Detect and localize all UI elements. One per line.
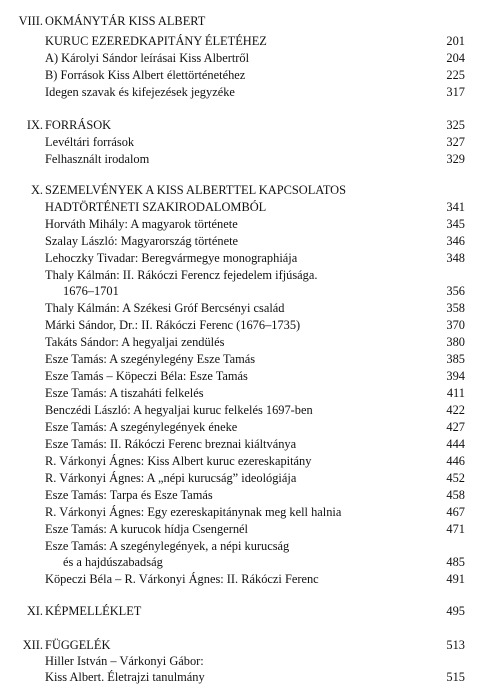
toc-entry xyxy=(0,538,485,554)
toc-entry xyxy=(0,267,485,283)
page-number: 370 xyxy=(446,318,465,332)
page-number: 380 xyxy=(446,335,465,349)
entry-title: R. Várkonyi Ágnes: Kiss Albert kuruc ezereskapitány xyxy=(45,454,312,468)
entry-title: Felhasznált irodalom xyxy=(45,152,150,166)
toc-entry xyxy=(0,453,485,469)
entry-title: Horváth Mihály: A magyarok története xyxy=(45,217,238,231)
toc-entry xyxy=(0,653,485,669)
page-number: 467 xyxy=(446,505,465,519)
entry-title: Thaly Kálmán: II. Rákóczi Ferencz fejedelem ifjúsága. xyxy=(45,268,318,282)
page-number: 358 xyxy=(446,301,465,315)
page-number: 427 xyxy=(446,420,465,434)
section-title: FORRÁSOK xyxy=(45,118,112,132)
entry-title: Lehoczky Tivadar: Beregvármegye monographiája xyxy=(45,251,298,265)
toc-entry xyxy=(0,250,485,266)
section-title: KÉPMELLÉKLET xyxy=(45,604,142,618)
page-number: 411 xyxy=(446,386,465,400)
entry-title: Idegen szavak és kifejezések jegyzéke xyxy=(45,85,235,99)
toc-entry xyxy=(0,50,485,66)
entry-title: Benczédi László: A hegyaljai kuruc felkelés 1697-ben xyxy=(45,403,313,417)
section-number: IX. xyxy=(26,118,43,132)
page-number: 485 xyxy=(446,555,465,569)
entry-title: Esze Tamás: A kurucok hídja Csengernél xyxy=(45,522,248,536)
page-number: 201 xyxy=(446,34,465,48)
toc-entry xyxy=(0,216,485,232)
entry-title: KURUC EZEREDKAPITÁNY ÉLETÉHEZ xyxy=(45,34,267,48)
toc-entry xyxy=(0,300,485,316)
toc-entry xyxy=(0,554,485,570)
section-number: X. xyxy=(30,183,43,197)
toc-entry xyxy=(0,504,485,520)
page-number: 325 xyxy=(446,118,465,132)
entry-title: Esze Tamás: A tiszaháti felkelés xyxy=(45,386,204,400)
section-title: FÜGGELÉK xyxy=(45,638,111,652)
toc-entry xyxy=(0,402,485,418)
page-number: 385 xyxy=(446,352,465,366)
section-heading xyxy=(0,117,485,133)
page-number: 329 xyxy=(446,152,465,166)
entry-title: Esze Tamás – Köpeczi Béla: Esze Tamás xyxy=(45,369,248,383)
toc-entry xyxy=(0,487,485,503)
entry-title: Esze Tamás: A szegénylegények, a népi kurucság xyxy=(45,539,290,553)
page-number: 452 xyxy=(446,471,465,485)
section-number: VIII. xyxy=(18,14,43,28)
page-number: 204 xyxy=(446,51,465,65)
page-number: 345 xyxy=(446,217,465,231)
section-heading xyxy=(0,603,485,619)
toc-entry xyxy=(0,385,485,401)
entry-title: Esze Tamás: A szegénylegény Esze Tamás xyxy=(45,352,256,366)
entry-title: Szalay László: Magyarország története xyxy=(45,234,239,248)
page-number: 515 xyxy=(446,670,465,684)
toc-entry xyxy=(0,67,485,83)
page-number: 394 xyxy=(446,369,465,383)
entry-title: A) Károlyi Sándor leírásai Kiss Albertről xyxy=(45,51,250,65)
toc-entry xyxy=(0,351,485,367)
toc-entry xyxy=(0,571,485,587)
entry-title: Hiller István – Várkonyi Gábor: xyxy=(45,654,204,668)
page-number: 495 xyxy=(446,604,465,618)
toc-entry xyxy=(0,368,485,384)
entry-title: 1676–1701 xyxy=(63,284,119,298)
page-number: 341 xyxy=(446,200,465,214)
entry-title: R. Várkonyi Ágnes: Egy ezereskapitánynak meg kell halnia xyxy=(45,505,342,519)
page-number: 446 xyxy=(446,454,465,468)
entry-title: Esze Tamás: Tarpa és Esze Tamás xyxy=(45,488,213,502)
page-number: 225 xyxy=(446,68,465,82)
entry-title: Levéltári források xyxy=(45,135,135,149)
entry-title: Esze Tamás: A szegénylegények éneke xyxy=(45,420,238,434)
page-number: 458 xyxy=(446,488,465,502)
section-heading xyxy=(0,637,485,653)
entry-title: Köpeczi Béla – R. Várkonyi Ágnes: II. Rákóczi Ferenc xyxy=(45,572,319,586)
toc-entry xyxy=(0,151,485,167)
toc-entry xyxy=(0,470,485,486)
section-title: SZEMELVÉNYEK A KISS ALBERTTEL KAPCSOLATOS xyxy=(45,183,347,197)
toc-entry xyxy=(0,134,485,150)
entry-title: Esze Tamás: II. Rákóczi Ferenc breznai kiáltványa xyxy=(45,437,297,451)
entry-title: Márki Sándor, Dr.: II. Rákóczi Ferenc (1676–1735) xyxy=(45,318,301,332)
page-number: 327 xyxy=(446,135,465,149)
entry-title: B) Források Kiss Albert élettörténetéhez xyxy=(45,68,246,82)
page-number: 491 xyxy=(446,572,465,586)
section-heading xyxy=(0,13,485,29)
toc-entry xyxy=(0,419,485,435)
toc-entry xyxy=(0,669,485,685)
toc-entry xyxy=(0,199,485,215)
entry-title: HADTÖRTÉNETI SZAKIRODALOMBÓL xyxy=(45,200,267,214)
toc-entry xyxy=(0,33,485,49)
entry-title: Takáts Sándor: A hegyaljai zendülés xyxy=(45,335,225,349)
entry-title: R. Várkonyi Ágnes: A „népi kurucság” ideológiája xyxy=(45,471,297,485)
page-number: 356 xyxy=(446,284,465,298)
entry-title: Thaly Kálmán: A Székesi Gróf Bercsényi család xyxy=(45,301,285,315)
section-title: OKMÁNYTÁR KISS ALBERT xyxy=(45,14,206,28)
page-number: 422 xyxy=(446,403,465,417)
section-number: XI. xyxy=(26,604,43,618)
toc-entry xyxy=(0,283,485,299)
toc-entry xyxy=(0,521,485,537)
page-number: 471 xyxy=(446,522,465,536)
section-number: XII. xyxy=(22,638,43,652)
page-number: 348 xyxy=(446,251,465,265)
page-number: 317 xyxy=(446,85,465,99)
toc-entry xyxy=(0,436,485,452)
toc-entry xyxy=(0,233,485,249)
page-number: 346 xyxy=(446,234,465,248)
page-number: 513 xyxy=(446,638,465,652)
page-number: 444 xyxy=(446,437,465,451)
entry-title: és a hajdúszabadság xyxy=(63,555,163,569)
toc-entry xyxy=(0,317,485,333)
toc-entry xyxy=(0,334,485,350)
section-heading xyxy=(0,182,485,198)
entry-title: Kiss Albert. Életrajzi tanulmány xyxy=(45,670,205,684)
toc-entry xyxy=(0,84,485,100)
